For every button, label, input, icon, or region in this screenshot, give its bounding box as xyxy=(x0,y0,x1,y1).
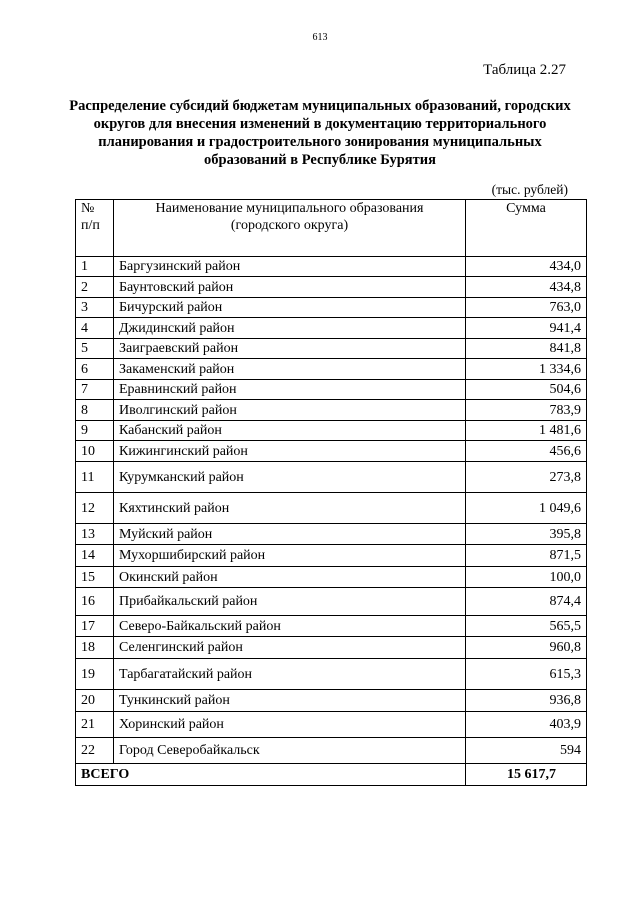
row-name-cell: Окинский район xyxy=(114,567,466,588)
row-name-cell: Баунтовский район xyxy=(114,277,466,298)
subsidy-table xyxy=(75,199,587,786)
header-sum: Сумма xyxy=(466,200,587,257)
units-label: (тыс. рублей) xyxy=(491,182,568,197)
row-number-cell: 17 xyxy=(76,616,114,637)
row-name-cell: Иволгинский район xyxy=(114,400,466,421)
row-sum-cell: 456,6 xyxy=(466,441,587,462)
header-number xyxy=(76,200,114,257)
row-number-cell: 20 xyxy=(76,690,114,712)
row-sum-cell: 960,8 xyxy=(466,637,587,659)
row-number-cell: 8 xyxy=(76,400,114,421)
row-sum-cell: 434,8 xyxy=(466,277,587,298)
row-name-cell: Еравнинский район xyxy=(114,380,466,400)
table-row xyxy=(76,690,587,712)
row-sum-cell: 763,0 xyxy=(466,298,587,318)
row-number-cell: 15 xyxy=(76,567,114,588)
row-number-cell: 9 xyxy=(76,421,114,441)
table-row xyxy=(76,318,587,339)
table-row xyxy=(76,567,587,588)
row-sum-cell: 1 049,6 xyxy=(466,493,587,524)
row-sum-cell: 871,5 xyxy=(466,545,587,567)
total-sum: 15 617,7 xyxy=(466,764,587,786)
row-number-cell: 6 xyxy=(76,359,114,380)
row-name-cell: Хоринский район xyxy=(114,712,466,738)
row-number-cell: 16 xyxy=(76,588,114,616)
document-title: Распределение субсидий бюджетам муниципальных образований, городских округов для внесения изменений в документацию территориального планирования и градостроительного зонирования муниципальных образований в Республике Бурятия xyxy=(69,98,571,168)
row-number-cell: 10 xyxy=(76,441,114,462)
table-row xyxy=(76,659,587,690)
table-row xyxy=(76,257,587,277)
table-row xyxy=(76,462,587,493)
row-sum-cell: 783,9 xyxy=(466,400,587,421)
row-sum-cell: 1 481,6 xyxy=(466,421,587,441)
row-name-cell: Тункинский район xyxy=(114,690,466,712)
row-sum-cell: 615,3 xyxy=(466,659,587,690)
row-number-cell: 5 xyxy=(76,339,114,359)
row-number-cell: 14 xyxy=(76,545,114,567)
row-name-cell: Мухоршибирский район xyxy=(114,545,466,567)
row-sum-cell: 100,0 xyxy=(466,567,587,588)
table-row xyxy=(76,380,587,400)
row-name-cell: Муйский район xyxy=(114,524,466,545)
row-name-cell: Селенгинский район xyxy=(114,637,466,659)
row-number-cell: 18 xyxy=(76,637,114,659)
row-sum-cell: 403,9 xyxy=(466,712,587,738)
row-number-cell: 2 xyxy=(76,277,114,298)
row-sum-cell: 841,8 xyxy=(466,339,587,359)
row-sum-cell: 273,8 xyxy=(466,462,587,493)
table-row xyxy=(76,588,587,616)
row-name-cell: Закаменский район xyxy=(114,359,466,380)
table-label: Таблица 2.27 xyxy=(483,62,566,78)
table-row xyxy=(76,298,587,318)
row-number-cell: 1 xyxy=(76,257,114,277)
header-name xyxy=(114,200,466,257)
row-number-cell: 12 xyxy=(76,493,114,524)
row-name-cell: Кяхтинский район xyxy=(114,493,466,524)
row-sum-cell: 504,6 xyxy=(466,380,587,400)
header-name-line2: (городского округа) xyxy=(230,218,349,233)
table-row xyxy=(76,421,587,441)
row-number-cell: 7 xyxy=(76,380,114,400)
table-row xyxy=(76,545,587,567)
row-sum-cell: 874,4 xyxy=(466,588,587,616)
table-row xyxy=(76,493,587,524)
row-name-cell: Курумканский район xyxy=(114,462,466,493)
row-sum-cell: 395,8 xyxy=(466,524,587,545)
row-sum-cell: 565,5 xyxy=(466,616,587,637)
header-number-line1: № xyxy=(81,201,95,216)
row-sum-cell: 936,8 xyxy=(466,690,587,712)
row-number-cell: 21 xyxy=(76,712,114,738)
table-row xyxy=(76,339,587,359)
header-number-line2: п/п xyxy=(81,218,100,233)
table-row xyxy=(76,441,587,462)
row-number-cell: 4 xyxy=(76,318,114,339)
row-name-cell: Кабанский район xyxy=(114,421,466,441)
row-sum-cell: 594 xyxy=(466,738,587,764)
row-name-cell: Город Северобайкальск xyxy=(114,738,466,764)
row-number-cell: 3 xyxy=(76,298,114,318)
row-name-cell: Тарбагатайский район xyxy=(114,659,466,690)
table-row xyxy=(76,712,587,738)
page-number: 613 xyxy=(312,32,328,43)
row-number-cell: 19 xyxy=(76,659,114,690)
row-name-cell: Бичурский район xyxy=(114,298,466,318)
total-row xyxy=(76,764,587,786)
row-name-cell: Кижингинский район xyxy=(114,441,466,462)
table-row xyxy=(76,637,587,659)
row-name-cell: Северо-Байкальский район xyxy=(114,616,466,637)
row-sum-cell: 1 334,6 xyxy=(466,359,587,380)
table-header-row xyxy=(76,200,587,257)
table-row xyxy=(76,400,587,421)
row-name-cell: Прибайкальский район xyxy=(114,588,466,616)
row-name-cell: Джидинский район xyxy=(114,318,466,339)
row-sum-cell: 434,0 xyxy=(466,257,587,277)
total-label: ВСЕГО xyxy=(76,764,466,786)
row-number-cell: 13 xyxy=(76,524,114,545)
header-name-line1: Наименование муниципального образования xyxy=(155,201,424,216)
row-sum-cell: 941,4 xyxy=(466,318,587,339)
row-number-cell: 11 xyxy=(76,462,114,493)
row-number-cell: 22 xyxy=(76,738,114,764)
row-name-cell: Баргузинский район xyxy=(114,257,466,277)
table-row xyxy=(76,277,587,298)
table-row xyxy=(76,359,587,380)
table-row xyxy=(76,524,587,545)
table-row xyxy=(76,738,587,764)
table-row xyxy=(76,616,587,637)
row-name-cell: Заиграевский район xyxy=(114,339,466,359)
